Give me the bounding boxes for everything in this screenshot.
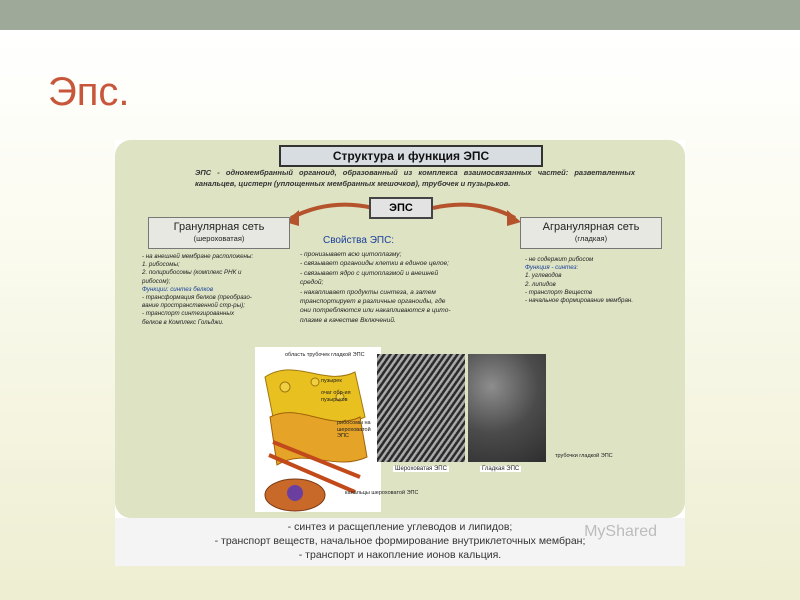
property-line: транспортирует в различные органоиды, где xyxy=(300,298,446,306)
properties-title: Свойства ЭПС: xyxy=(323,235,395,246)
granular-network-box xyxy=(148,217,290,249)
granular-line: 1. рибосомы; xyxy=(142,261,180,269)
granular-line: - транспорт синтезированных xyxy=(142,310,235,318)
granular-line: 2. полирибосомы (комплекс РНК и xyxy=(142,269,242,277)
granular-line: - трансформация белков (преобразо- xyxy=(142,294,252,302)
property-line: - накапливает продукты синтеза, а затем xyxy=(300,288,436,296)
figure-header: Структура и функция ЭПС xyxy=(279,145,543,167)
agranular-line: 1. углеводов xyxy=(525,272,562,280)
granular-line: рибосом); xyxy=(142,277,171,285)
agranular-subtitle: (гладкая) xyxy=(574,234,608,243)
agranular-title: Агранулярная сеть xyxy=(542,221,640,233)
agranular-line: 2. липидов xyxy=(525,280,556,288)
summary-line: - транспорт веществ, начальное формирование внутриклеточных мембран; xyxy=(214,535,586,547)
granular-line: вание пространственной стр-ры); xyxy=(142,302,245,310)
rough-er-micrograph xyxy=(377,354,465,462)
agranular-line: - начальное формирование мембран. xyxy=(525,297,634,305)
label-ribosomes: рибосомы на шероховатой ЭПС xyxy=(337,420,371,439)
caption-rough-er: Шероховатая ЭПС xyxy=(395,466,447,472)
property-line: - пронизывает всю цитоплазму; xyxy=(300,251,402,258)
slide-title: Эпс. xyxy=(48,70,130,114)
label-rough-channels: канальцы шероховатой ЭПС xyxy=(345,490,419,496)
caption-smooth-er: Гладкая ЭПС xyxy=(482,466,520,472)
granular-line: белков в Комплекс Гольджи. xyxy=(142,318,224,326)
property-line: - связывает ядро с цитоплазмой и внешней xyxy=(300,269,439,277)
property-line: они потребляются или накапливаются в цито- xyxy=(300,307,451,315)
agranular-network-box xyxy=(520,217,662,249)
eps-figure xyxy=(115,140,685,566)
property-line: средой; xyxy=(300,279,324,287)
label-vesicle: пузырек xyxy=(321,378,342,384)
definition-text: ЭПС - одномембранный органоид, образованный из комплекса взаимосвязанных частей: разветвленных канальцев, цистерн (уплощенных мембранных мешочков), трубочек и пузырьков. xyxy=(195,168,635,188)
arrow-left-icon xyxy=(291,205,373,218)
agranular-functions xyxy=(525,256,665,305)
eps-center-label: ЭПС xyxy=(369,197,433,219)
watermark: MyShared xyxy=(584,523,657,540)
granular-title: Гранулярная сеть xyxy=(173,221,265,233)
properties-list xyxy=(300,250,512,325)
summary-line: - синтез и расщепление углеводов и липидов; xyxy=(287,521,513,533)
bottom-summary xyxy=(115,518,685,566)
summary-line: - транспорт и накопление ионов кальция. xyxy=(298,549,502,561)
granular-subtitle: (шероховатая) xyxy=(193,234,245,243)
label-smooth-tubules: трубочки гладкой ЭПС xyxy=(555,453,613,459)
label-vesicle-formation: очаг обр-ия пузырьков xyxy=(321,390,351,403)
smooth-er-micrograph xyxy=(468,354,546,462)
arrow-right-icon xyxy=(433,205,515,218)
property-line: плазме в качестве Включений. xyxy=(300,316,396,324)
top-bar xyxy=(0,0,800,30)
property-line: - связывает органоиды клетки в единое целое; xyxy=(300,260,450,268)
agranular-line: Функция - синтез: xyxy=(525,264,579,272)
granular-functions xyxy=(142,253,287,327)
agranular-line: - не содержит рибосом xyxy=(525,256,594,263)
granular-line: Функции: синтез белков xyxy=(142,285,214,293)
granular-line: - на внешней мембране расположены: xyxy=(142,253,254,260)
label-smooth-tubule-area: область трубочек гладкой ЭПС xyxy=(285,352,365,358)
agranular-line: - транспорт Веществ xyxy=(525,288,593,296)
